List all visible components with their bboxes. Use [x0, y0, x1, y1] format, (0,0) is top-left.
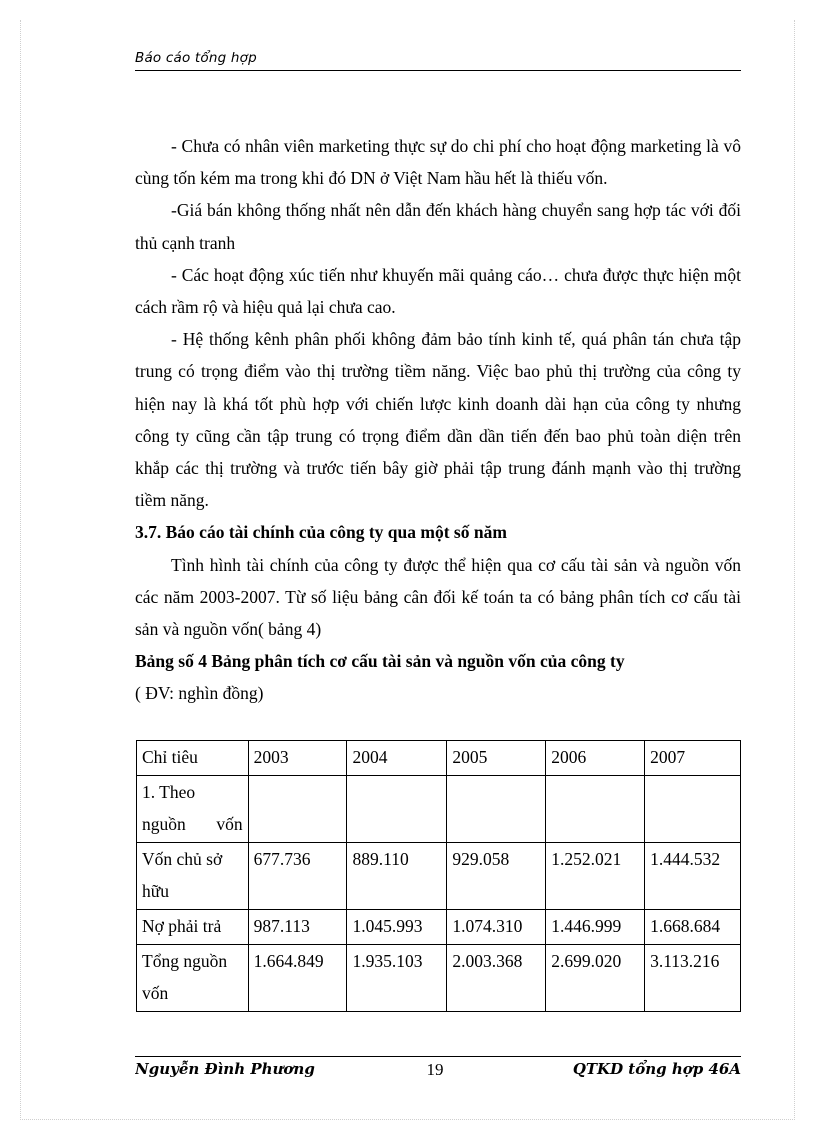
table-cell: Nợ phải trả — [137, 910, 249, 945]
page-header — [135, 50, 741, 71]
paragraph: - Chưa có nhân viên marketing thực sự do chi phí cho hoạt động marketing là vô cùng tốn kém ma trong khi đó DN ở Việt Nam hầu hết là thiếu vốn. — [135, 136, 741, 189]
table-cell: 1.074.310 — [447, 910, 546, 945]
table-cell: 1. Theo nguồn vốn — [137, 776, 249, 843]
body-text — [135, 130, 741, 710]
footer-class-name: QTKD tổng hợp 46A — [572, 1060, 741, 1078]
table-cell — [645, 776, 741, 843]
table-cell: 1.045.993 — [347, 910, 447, 945]
table-cell: 1.446.999 — [546, 910, 645, 945]
table-cell: Tổng nguồn vốn — [137, 945, 249, 1012]
financial-table — [136, 740, 741, 1012]
table-cell — [447, 776, 546, 843]
page-footer — [135, 1058, 741, 1080]
table-cell: 1.664.849 — [248, 945, 347, 1012]
table-row — [137, 910, 741, 945]
table-cell: 889.110 — [347, 843, 447, 910]
table-cell — [347, 776, 447, 843]
footer-author: Nguyễn Đình Phương — [135, 1060, 315, 1078]
table-header-cell: 2007 — [645, 741, 741, 776]
page-number: 19 — [426, 1060, 444, 1079]
table-row — [137, 776, 741, 843]
table-header-row — [137, 741, 741, 776]
table-header-cell: 2005 — [447, 741, 546, 776]
table-header-cell: 2006 — [546, 741, 645, 776]
table-cell: 1.668.684 — [645, 910, 741, 945]
paragraph: - Hệ thống kênh phân phối không đảm bảo tính kinh tế, quá phân tán chưa tập trung có trọng điểm vào thị trường tiềm năng. Việc bao phủ thị trường của công ty hiện nay là khá tốt phù hợp với chiến lược kinh doanh dài hạn của công ty nhưng công ty cũng cần tập trung có trọng điểm dần dần tiến đến bao phủ toàn diện trên khắp các thị trường và trước tiến bây giờ phải tập trung đánh mạnh vào thị trường tiềm năng. — [135, 329, 741, 511]
section-paragraph: Tình hình tài chính của công ty được thể hiện qua cơ cấu tài sản và nguồn vốn các năm 2003-2007. Từ số liệu bảng cân đối kế toán ta có bảng phân tích cơ cấu tài sản và nguồn vốn( bảng 4) — [135, 554, 741, 640]
header-title: Báo cáo tổng hợp — [135, 50, 257, 66]
table-header-cell: Chỉ tiêu — [137, 741, 249, 776]
table-cell: 929.058 — [447, 843, 546, 910]
table-cell: 677.736 — [248, 843, 347, 910]
table-cell: 2.699.020 — [546, 945, 645, 1012]
table-cell: 1.935.103 — [347, 945, 447, 1012]
table-cell: 1.252.021 — [546, 843, 645, 910]
table-caption: Bảng số 4 Bảng phân tích cơ cấu tài sản và nguồn vốn của công ty — [135, 651, 625, 672]
table-row — [137, 945, 741, 1012]
table-cell: Vốn chủ sở hữu — [137, 843, 249, 910]
table-cell — [248, 776, 347, 843]
paragraph: -Giá bán không thống nhất nên dẫn đến khách hàng chuyển sang hợp tác với đối thủ cạnh tranh — [135, 200, 741, 253]
paragraph: - Các hoạt động xúc tiến như khuyến mãi quảng cáo… chưa được thực hiện một cách rầm rộ và hiệu quả lại chưa cao. — [135, 264, 741, 318]
table-cell: 2.003.368 — [447, 945, 546, 1012]
table-header-cell: 2004 — [347, 741, 447, 776]
table-header-cell: 2003 — [248, 741, 347, 776]
unit-note: ( ĐV: nghìn đồng) — [135, 683, 264, 704]
footer-divider — [135, 1056, 741, 1057]
table-cell: 987.113 — [248, 910, 347, 945]
table-cell — [546, 776, 645, 843]
table-cell: 3.113.216 — [645, 945, 741, 1012]
table-row — [137, 843, 741, 910]
section-heading: 3.7. Báo cáo tài chính của công ty qua một số năm — [135, 522, 507, 543]
table-cell: 1.444.532 — [645, 843, 741, 910]
